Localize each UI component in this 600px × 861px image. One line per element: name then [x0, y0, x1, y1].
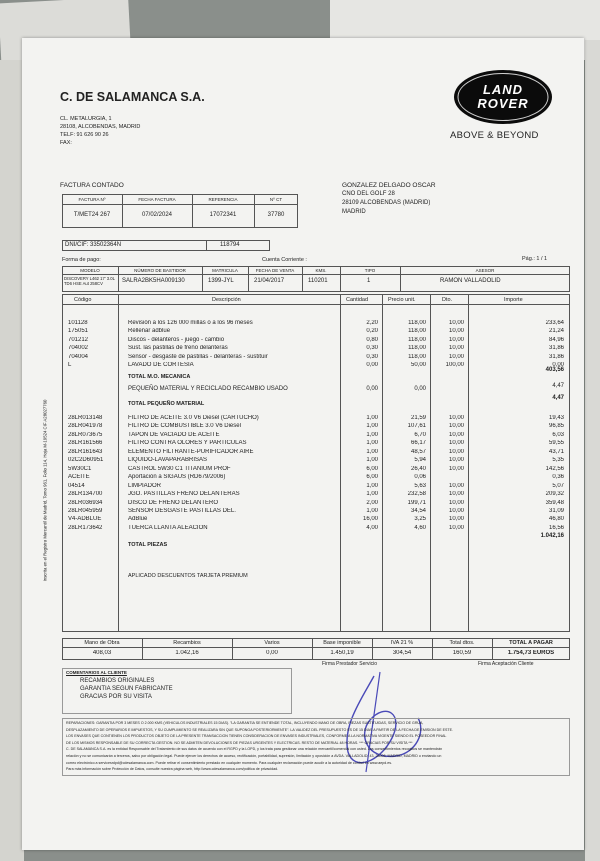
labour-row-amount: 31,86 [548, 345, 564, 352]
small-material-desc: PEQUEÑO MATERIAL Y RECICLADO RECAMBIO USADO [128, 386, 288, 392]
invoice-page [22, 38, 584, 850]
page-number: Pág.: 1 / 1 [522, 256, 548, 262]
legal-line: DESPLAZAMIENTO DE OPERARIOS E IMPUESTOS, Y SU CUMPLIMIENTO SE REALIZARA SIN QUE SUPONGA POSTERIORMENTE". LA VALIDEZ DEL PRESUPUESTO ES DE 15 DIAS A PARTIR DE LA FECHA DE EMISION DE ESTE. [66, 727, 453, 732]
parts-row-dto: 10,00 [448, 457, 464, 464]
legal-line: REPARACIONES: GARANTIA POR 3 MESES O 2.000 KMS (VEHICULOS INDUSTRIALES 15 DIAS). "LA GARANTIA SE ENTIENDE TOTAL, INCLUYENDO MANO DE OBRA, PIEZAS SUSTITUIDAS, SERVICIO DE GRUA, [66, 721, 424, 725]
labour-row-code: 704004 [68, 353, 89, 360]
parts-row-code: 28LR073675 [68, 431, 103, 438]
client-signature-label: Firma Aceptación Cliente [478, 661, 534, 667]
totals-label-fees: Total dtos. [449, 640, 475, 646]
vehicle-sale-date: 21/04/2017 [254, 278, 285, 284]
labour-row-qty: 0,30 [366, 345, 378, 352]
labour-row-amount: 84,96 [548, 336, 564, 343]
labour-row-dto: 10,00 [448, 328, 464, 335]
parts-row-desc: FILTRO DE COMBUSTIBLE 3.0 V6 Diesel [128, 423, 241, 430]
vehicle-vin: SALRA2BK5HA009130 [122, 278, 185, 284]
labour-row-qty: 0,30 [366, 353, 378, 360]
parts-row-amount: 31,09 [548, 507, 564, 514]
labour-row-dto: 10,00 [448, 353, 464, 360]
parts-row-qty: 1,00 [366, 507, 378, 514]
parts-row-qty: 1,00 [366, 431, 378, 438]
parts-row-code: V4-ADBLUE [68, 516, 102, 523]
small-material-total-label: TOTAL PEQUEÑO MATERIAL [128, 401, 205, 407]
parts-row-amount: 5,35 [552, 457, 564, 464]
parts-row-qty: 1,00 [366, 482, 378, 489]
labour-row-qty: 0,00 [366, 362, 378, 368]
labour-row-desc: Discos - delanteros - juego - cambio [128, 336, 225, 343]
payment-label: Forma de pago: [62, 257, 101, 263]
small-material-price: 0,00 [414, 386, 426, 392]
labour-total-amount: 403,56 [545, 367, 564, 373]
invoice-ct-label: Nº CT [269, 197, 283, 202]
company-address-line: TELF: 91 626 90 26 [60, 132, 109, 138]
totals-label-vat: IVA 21 % [390, 640, 414, 646]
labour-row-qty: 0,80 [366, 336, 378, 343]
parts-row-amount: 19,43 [548, 415, 564, 421]
labour-row-desc: LAVADO DE CORTESIA [128, 362, 194, 368]
labour-row-price: 118,00 [408, 353, 426, 360]
discount-note: APLICADO DESCUENTOS TARJETA PREMIUM [128, 573, 248, 579]
comments-label: COMENTARIOS AL CLIENTE [66, 670, 127, 675]
parts-row-amount: 46,80 [548, 516, 564, 523]
background-paper-left-side [0, 60, 24, 861]
parts-row-price: 0,06 [414, 474, 426, 481]
lines-header-code: Código [74, 297, 92, 303]
totals-misc: 0,00 [266, 650, 278, 656]
small-material-total: 4,47 [552, 395, 564, 401]
labour-row-dto: 100,00 [445, 362, 464, 368]
vehicle-type: 1 [367, 278, 371, 284]
parts-row-qty: 1,00 [366, 440, 378, 447]
lines-header-description: Descripción [212, 297, 241, 303]
labour-row-dto: 10,00 [448, 320, 464, 326]
parts-row-dto: 10,00 [448, 440, 464, 447]
totals-label-to-pay: TOTAL A PAGAR [509, 640, 553, 646]
company-address-line: CL. METALURGIA, 1 [60, 116, 112, 122]
parts-row-qty: 1,00 [366, 415, 378, 421]
parts-row-code: ACEITE [68, 474, 90, 481]
labour-row-amount: 21,24 [548, 328, 564, 335]
invoice-reference-label: REFERENCIA [208, 197, 238, 202]
invoice-number: T/MET24 267 [73, 212, 111, 218]
parts-row-price: 6,70 [414, 431, 426, 438]
parts-row-desc: Aportación a SIGAUS (RD679/2006) [128, 474, 226, 481]
labour-row-code: 704002 [68, 345, 89, 352]
parts-row-desc: AdBlue [128, 516, 148, 523]
totals-label-parts: Recambios [173, 640, 201, 646]
parts-row-price: 5,63 [414, 482, 426, 489]
vehicle-header: TIPO [364, 268, 376, 273]
parts-row-dto: 10,00 [448, 499, 464, 506]
parts-row-price: 48,57 [410, 448, 426, 455]
parts-row-code: 28LR041978 [68, 423, 103, 430]
comment-line: RECAMBIOS ORIGINALES [80, 678, 155, 684]
legal-line: relación y no se comunicarán a terceros, salvo por obligación legal. Puede ejercer los derechos de acceso, rectificación, portabilidad, supresión, limitación y oposición a AVDA. VALLADOLID, 43, 28008, MADRID, MADRID o enviando un [66, 754, 442, 758]
parts-row-qty: 4,00 [366, 524, 378, 531]
small-material-qty: 0,00 [366, 386, 378, 392]
parts-row-price: 5,94 [414, 457, 426, 464]
parts-row-amount: 359,48 [545, 499, 564, 506]
legal-line: DE LOS MISMOS RESPONSABLE DE SU CORRECTA GESTION. NO SE ADMITEN DEVOLUCIONES DE PIEZAS URGENTES Y ELECTRICAS. RESTO DE MATERIAL 48 HORAS. *** GRACIAS POR SU VISITA *** [66, 740, 413, 745]
parts-total-amount: 1.042,16 [540, 533, 564, 539]
parts-row-dto: 10,00 [448, 423, 464, 430]
parts-row-price: 34,54 [410, 507, 426, 514]
parts-row-desc: ELEMENTO FILTRANTE-PURIFICADOR AIRE [128, 448, 254, 455]
parts-row-qty: 1,00 [366, 457, 378, 464]
vehicle-advisor: RAMON VALLADOLID [440, 278, 501, 284]
background-paper-side [585, 40, 600, 861]
parts-row-price: 4,60 [414, 524, 426, 531]
lines-header-amount: Importe [504, 297, 523, 303]
parts-row-dto: 10,00 [448, 491, 464, 498]
labour-row-price: 118,00 [408, 336, 426, 343]
company-address-line: FAX: [60, 140, 72, 146]
parts-row-qty: 1,00 [366, 491, 378, 498]
land-rover-logo [452, 68, 554, 126]
parts-row-amount: 96,85 [548, 423, 564, 430]
parts-row-code: 28LR161643 [68, 448, 103, 455]
labour-row-dto: 10,00 [448, 336, 464, 343]
labour-total-label: TOTAL M.O. MECANICA [128, 374, 191, 380]
totals-to-pay: 1.754,73 EUROS [507, 650, 555, 656]
parts-row-qty: 1,00 [366, 448, 378, 455]
parts-total-label: TOTAL PIEZAS [128, 542, 168, 548]
labour-row-price: 118,00 [408, 320, 426, 326]
invoice-number-label: FACTURA Nº [78, 197, 106, 202]
customer-region: MADRID [342, 209, 366, 215]
legal-line: Para más información sobre Protección de Datos, consulte nuestra página web, http://www.cdesalamanca.com/politica de privacidad. [66, 767, 279, 772]
parts-row-amount: 0,36 [552, 474, 564, 481]
legal-line: correo electrónico a servicesrdpd@cdesalamanca.com. Puede retirar el consentimiento prestado en cualquier momento. Para cualquier reclamación puede acudir a la autoridad de control en www.aepd.es. [66, 760, 393, 765]
logo-text-bottom: ROVER [477, 96, 529, 111]
parts-row-desc: SENSOR DESGASTE PASTILLAS DEL. [128, 507, 236, 514]
parts-row-price: 232,58 [407, 491, 426, 498]
parts-row-price: 199,71 [407, 499, 426, 506]
registry-text: Inscrita en el Registro Mercantil de Madrid, Tomo 961, Folio 114, Hoja M-19524 CIF A28027760 [42, 399, 48, 582]
invoice-ct: 37780 [267, 212, 285, 218]
totals-label-base: Base imponible [323, 640, 361, 646]
parts-row-amount: 6,03 [552, 431, 564, 438]
lines-header-price: Precio unit. [388, 297, 416, 303]
parts-row-desc: JGO. PASTILLAS FRENO DELANTERAS [128, 491, 240, 498]
labour-row-price: 118,00 [408, 328, 426, 335]
parts-row-desc: FILTRO DE ACEITE 3.0 V6 Diesel (CARTUCHO) [128, 415, 259, 421]
totals-fees: 160,59 [452, 650, 472, 656]
totals-label-misc: Varios [264, 640, 280, 646]
labour-row-code: L [68, 362, 72, 368]
parts-row-desc: LIQUIDO-LAVAPARABRISAS [128, 457, 208, 464]
parts-row-qty: 6,00 [366, 474, 378, 481]
parts-row-desc: TUERCA LLANTA ALEACION [128, 524, 208, 531]
vehicle-header: KMS. [315, 268, 327, 273]
parts-row-desc: CASTROL 5W30 C1 TITANIUM PROF [128, 465, 231, 472]
customer-street: CNO DEL GOLF 28 [342, 191, 395, 197]
lines-header-discount: Dto. [442, 297, 453, 303]
parts-row-desc: DISCO DE FRENO DELANTERO [128, 499, 219, 506]
parts-row-dto: 10,00 [448, 465, 464, 472]
parts-row-qty: 16,00 [362, 516, 378, 523]
labour-row-desc: Sensor - desgaste de pastillas - delanteras - sustituir [128, 353, 268, 360]
parts-row-amount: 59,55 [548, 440, 564, 447]
parts-row-amount: 16,56 [548, 524, 564, 531]
customer-city: 28109 ALCOBENDAS (MADRID) [342, 200, 431, 206]
parts-row-price: 3,25 [414, 516, 426, 523]
customer-name: GONZALEZ DELGADO OSCAR [342, 182, 436, 189]
totals-parts: 1.042,16 [175, 650, 199, 656]
totals-vat: 304,54 [392, 650, 412, 656]
vehicle-model: DISCOVERY L462 17' 3.0L TD6 HSE Aut 258CV [64, 276, 115, 286]
vehicle-header: NÚMERO DE BASTIDOR [134, 268, 186, 273]
dni-code: 118794 [220, 242, 240, 248]
parts-row-code: 28LR013148 [68, 415, 103, 421]
labour-row-code: 701212 [68, 336, 89, 343]
parts-row-amount: 5,07 [552, 482, 564, 489]
parts-row-code: 02C2D60951 [68, 457, 104, 464]
logo-text-top: LAND [482, 82, 524, 97]
parts-row-dto: 10,00 [448, 507, 464, 514]
parts-row-code: 28LR161566 [68, 440, 103, 447]
labour-row-desc: Revisión a los 126 000 millas o a los 96 meses [128, 320, 253, 326]
invoice-title: FACTURA CONTADO [60, 182, 124, 189]
brand-tagline: ABOVE & BEYOND [450, 130, 539, 141]
totals-base: 1.450,19 [330, 650, 354, 656]
labour-row-desc: Rellenar adblue [128, 328, 171, 335]
parts-row-dto: 10,00 [448, 431, 464, 438]
parts-row-dto: 10,00 [448, 415, 464, 421]
parts-row-amount: 209,32 [545, 491, 564, 498]
account-label: Cuenta Corriente : [262, 257, 307, 263]
provider-signature-label: Firma Prestador Servicio [322, 661, 378, 667]
labour-row-code: 101128 [68, 320, 88, 326]
vehicle-header: ASESOR [475, 268, 495, 273]
dni-label: DNI/CIF: 33502364N [65, 242, 122, 248]
totals-label-labour: Mano de Obra [84, 640, 120, 646]
parts-row-price: 26,40 [410, 465, 426, 472]
labour-row-amount: 233,64 [545, 320, 564, 326]
parts-row-dto: 10,00 [448, 482, 464, 489]
labour-row-price: 118,00 [408, 345, 426, 352]
vehicle-kms: 110201 [308, 278, 328, 284]
labour-row-qty: 0,20 [366, 328, 378, 335]
labour-row-qty: 2,20 [366, 320, 378, 326]
parts-row-price: 66,17 [410, 440, 426, 447]
labour-row-amount: 31,86 [548, 353, 564, 360]
small-material-amount: 4,47 [552, 383, 564, 389]
parts-row-qty: 6,00 [366, 465, 378, 472]
invoice-date: 07/02/2024 [141, 212, 173, 218]
labour-row-desc: Sust. las pastillas de freno delanteras [128, 345, 228, 352]
vehicle-header: FECHA DE VENTA [255, 268, 295, 273]
parts-row-code: 28LR036934 [68, 499, 103, 506]
parts-row-desc: TAPON DE VACIADO DE ACEITE [128, 431, 220, 438]
labour-row-amount: 0,00 [552, 362, 564, 368]
parts-row-dto: 10,00 [448, 524, 464, 531]
parts-row-dto: 10,00 [448, 516, 464, 523]
company-address-line: 28108, ALCOBENDAS, MADRID [60, 124, 141, 130]
legal-line: C. DE SALAMANCA S.A. es la entidad Responsable del Tratamiento de sus datos de acuerdo con el RGPD y la LOPD, y los trata para gestionar una relación mercantil/comercial con usted. Los consentimientos recogidos se mantendrán [66, 747, 443, 752]
parts-row-code: 5W30C1 [68, 465, 92, 472]
vehicle-header: MATRICULA [212, 268, 238, 273]
invoice-date-label: FECHA FACTURA [138, 197, 176, 202]
parts-row-code: 28LR173642 [68, 524, 103, 531]
vehicle-header: MODELO [80, 268, 100, 273]
labour-row-dto: 10,00 [448, 345, 464, 352]
labour-row-code: 175051 [68, 328, 89, 335]
lines-header-qty: Cantidad [346, 297, 369, 303]
comment-line: GRACIAS POR SU VISITA [80, 694, 152, 700]
parts-row-price: 21,59 [410, 415, 426, 421]
parts-row-price: 107,61 [407, 423, 426, 430]
parts-row-desc: LIMPIADOR [128, 482, 162, 489]
parts-row-amount: 142,56 [545, 465, 564, 472]
parts-row-amount: 43,71 [548, 448, 564, 455]
parts-row-code: 28LR134700 [68, 491, 103, 498]
parts-row-qty: 2,00 [366, 499, 378, 506]
parts-row-desc: FILTRO CONTRA OLORES Y PARTICULAS [128, 440, 247, 447]
vehicle-plate: 1399-JYL [208, 278, 234, 284]
totals-labour: 408,03 [92, 650, 112, 656]
parts-row-code: 04514 [68, 482, 85, 489]
company-name: C. DE SALAMANCA S.A. [60, 90, 205, 104]
parts-row-qty: 1,00 [366, 423, 378, 430]
parts-row-code: 28LR045959 [68, 507, 103, 514]
legal-line: LOS ENVASES QUE CONTIENEN LOS PRODUCTOS OBJETO DE LA PRESENTE TRANSACCION TIENEN CONSIDERACION DE ENVASES INDUSTRIALES, CONFORME A LA NORMATIVA VIGENTE SIENDO EL POSEEDOR FINAL [66, 734, 447, 739]
labour-row-price: 50,00 [410, 362, 426, 368]
comment-line: GARANTIA SEGUN FABRICANTE [80, 686, 173, 692]
invoice-reference: 17072341 [209, 212, 237, 218]
parts-row-dto: 10,00 [448, 448, 464, 455]
